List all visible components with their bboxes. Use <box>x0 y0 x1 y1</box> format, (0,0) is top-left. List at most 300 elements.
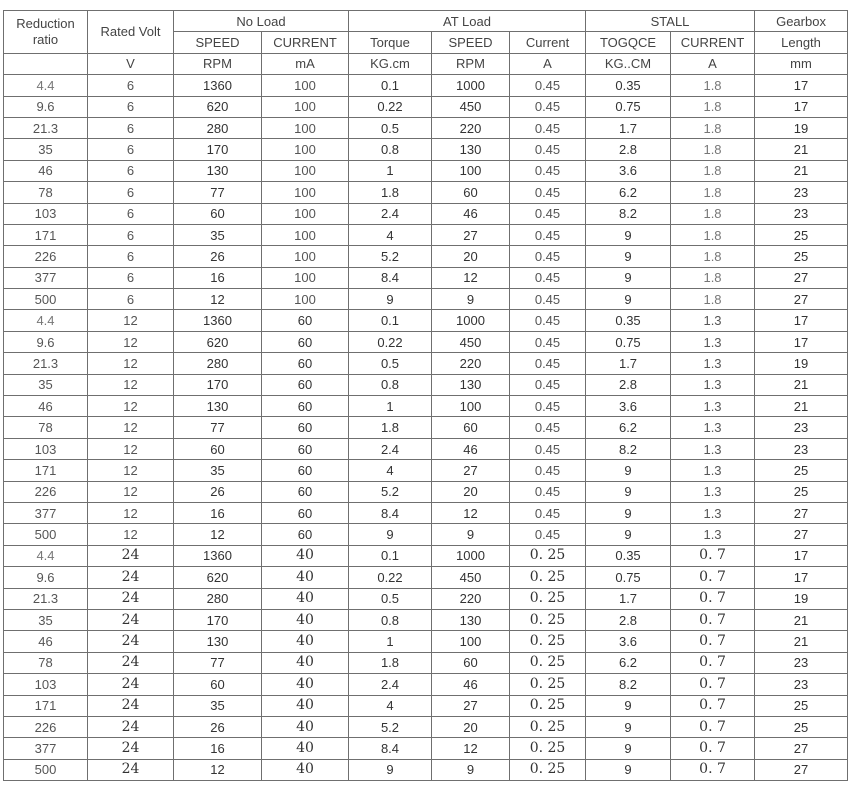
cell-torque: 1 <box>349 160 432 181</box>
cell-ratio: 171 <box>4 695 88 716</box>
table-row <box>4 267 848 288</box>
cell-ratio: 46 <box>4 631 88 652</box>
cell-torque: 0.1 <box>349 310 432 331</box>
cell-stall-current: 1.3 <box>671 396 755 417</box>
header-at-load: AT Load <box>349 11 586 32</box>
cell-stall-current: 1.8 <box>671 224 755 245</box>
cell-stall-torque: 9 <box>586 289 671 310</box>
cell-torque: 2.4 <box>349 438 432 459</box>
cell-stall-torque: 1.7 <box>586 117 671 138</box>
cell-noload-current: 60 <box>262 374 349 395</box>
header-row-units <box>4 53 848 74</box>
cell-atload-speed: 450 <box>432 96 510 117</box>
cell-atload-speed: 220 <box>432 353 510 374</box>
cell-length: 21 <box>755 631 848 652</box>
cell-noload-speed: 60 <box>174 438 262 459</box>
cell-noload-speed: 12 <box>174 289 262 310</box>
table-row <box>4 396 848 417</box>
cell-volt: 6 <box>88 160 174 181</box>
cell-ratio: 4.4 <box>4 545 88 566</box>
cell-noload-speed: 620 <box>174 96 262 117</box>
table-row <box>4 75 848 96</box>
cell-noload-speed: 26 <box>174 481 262 502</box>
cell-torque: 4 <box>349 460 432 481</box>
cell-stall-torque: 9 <box>586 502 671 523</box>
cell-stall-current: 1.8 <box>671 96 755 117</box>
cell-stall-current: 1.3 <box>671 353 755 374</box>
cell-noload-speed: 1360 <box>174 75 262 96</box>
cell-stall-current: 1.3 <box>671 438 755 459</box>
cell-noload-current: 60 <box>262 396 349 417</box>
cell-atload-speed: 27 <box>432 224 510 245</box>
cell-atload-speed: 100 <box>432 160 510 181</box>
cell-atload-current: 0.45 <box>510 417 586 438</box>
cell-atload-speed: 220 <box>432 588 510 609</box>
cell-atload-current: 0. 25 <box>510 631 586 652</box>
cell-ratio: 4.4 <box>4 310 88 331</box>
cell-length: 17 <box>755 96 848 117</box>
cell-noload-speed: 16 <box>174 502 262 523</box>
cell-atload-speed: 450 <box>432 567 510 588</box>
cell-noload-speed: 12 <box>174 524 262 545</box>
cell-stall-torque: 3.6 <box>586 160 671 181</box>
cell-length: 17 <box>755 75 848 96</box>
cell-ratio: 78 <box>4 417 88 438</box>
cell-atload-speed: 1000 <box>432 75 510 96</box>
cell-stall-current: 1.8 <box>671 267 755 288</box>
cell-ratio: 377 <box>4 267 88 288</box>
table-row <box>4 545 848 566</box>
cell-stall-torque: 6.2 <box>586 182 671 203</box>
cell-volt: 12 <box>88 502 174 523</box>
cell-stall-current: 1.8 <box>671 289 755 310</box>
cell-length: 19 <box>755 117 848 138</box>
cell-noload-current: 100 <box>262 117 349 138</box>
cell-length: 17 <box>755 331 848 352</box>
table-row <box>4 160 848 181</box>
cell-atload-speed: 27 <box>432 460 510 481</box>
cell-noload-current: 100 <box>262 289 349 310</box>
cell-torque: 4 <box>349 224 432 245</box>
cell-length: 25 <box>755 460 848 481</box>
cell-length: 27 <box>755 267 848 288</box>
cell-noload-current: 60 <box>262 438 349 459</box>
cell-stall-current: 0. 7 <box>671 738 755 759</box>
table-row <box>4 716 848 737</box>
cell-noload-speed: 26 <box>174 246 262 267</box>
cell-stall-torque: 9 <box>586 460 671 481</box>
cell-atload-current: 0.45 <box>510 203 586 224</box>
cell-ratio: 78 <box>4 652 88 673</box>
cell-noload-speed: 60 <box>174 203 262 224</box>
cell-noload-current: 60 <box>262 502 349 523</box>
cell-atload-current: 0. 25 <box>510 716 586 737</box>
cell-volt: 6 <box>88 96 174 117</box>
cell-volt: 24 <box>88 545 174 566</box>
table-header <box>4 11 848 75</box>
cell-noload-current: 60 <box>262 353 349 374</box>
cell-noload-speed: 60 <box>174 674 262 695</box>
cell-volt: 6 <box>88 182 174 203</box>
cell-atload-current: 0.45 <box>510 310 586 331</box>
cell-stall-torque: 1.7 <box>586 353 671 374</box>
cell-stall-current: 0. 7 <box>671 631 755 652</box>
cell-length: 17 <box>755 545 848 566</box>
cell-stall-torque: 0.75 <box>586 567 671 588</box>
cell-atload-current: 0.45 <box>510 139 586 160</box>
cell-torque: 0.1 <box>349 75 432 96</box>
cell-atload-current: 0. 25 <box>510 738 586 759</box>
cell-atload-current: 0. 25 <box>510 567 586 588</box>
cell-atload-speed: 100 <box>432 396 510 417</box>
cell-stall-current: 0. 7 <box>671 588 755 609</box>
cell-volt: 24 <box>88 631 174 652</box>
cell-noload-speed: 35 <box>174 695 262 716</box>
cell-stall-current: 1.8 <box>671 117 755 138</box>
cell-noload-speed: 170 <box>174 139 262 160</box>
cell-stall-current: 1.8 <box>671 246 755 267</box>
cell-stall-torque: 9 <box>586 246 671 267</box>
table-row <box>4 96 848 117</box>
cell-stall-torque: 9 <box>586 695 671 716</box>
cell-stall-torque: 9 <box>586 224 671 245</box>
cell-ratio: 21.3 <box>4 117 88 138</box>
cell-stall-torque: 1.7 <box>586 588 671 609</box>
cell-noload-speed: 1360 <box>174 310 262 331</box>
cell-noload-speed: 170 <box>174 609 262 630</box>
cell-volt: 6 <box>88 289 174 310</box>
cell-length: 23 <box>755 652 848 673</box>
header-row-groups <box>4 11 848 32</box>
cell-ratio: 21.3 <box>4 353 88 374</box>
cell-ratio: 226 <box>4 246 88 267</box>
header-gearbox-length: Length <box>755 32 848 53</box>
cell-ratio: 9.6 <box>4 96 88 117</box>
cell-stall-current: 1.8 <box>671 203 755 224</box>
table-row <box>4 631 848 652</box>
cell-noload-speed: 12 <box>174 759 262 780</box>
cell-stall-current: 1.3 <box>671 417 755 438</box>
cell-stall-current: 0. 7 <box>671 695 755 716</box>
cell-noload-speed: 280 <box>174 588 262 609</box>
cell-stall-current: 1.8 <box>671 139 755 160</box>
cell-stall-torque: 8.2 <box>586 674 671 695</box>
cell-torque: 0.22 <box>349 96 432 117</box>
cell-noload-speed: 16 <box>174 267 262 288</box>
cell-noload-speed: 280 <box>174 353 262 374</box>
cell-atload-speed: 20 <box>432 481 510 502</box>
cell-length: 23 <box>755 674 848 695</box>
cell-stall-torque: 6.2 <box>586 417 671 438</box>
cell-atload-speed: 450 <box>432 331 510 352</box>
header-atload-current: Current <box>510 32 586 53</box>
cell-stall-torque: 6.2 <box>586 652 671 673</box>
unit-cell: RPM <box>174 53 262 74</box>
cell-atload-speed: 130 <box>432 609 510 630</box>
cell-noload-current: 100 <box>262 203 349 224</box>
cell-atload-current: 0.45 <box>510 524 586 545</box>
cell-torque: 0.22 <box>349 331 432 352</box>
cell-noload-current: 60 <box>262 460 349 481</box>
cell-noload-current: 100 <box>262 246 349 267</box>
cell-atload-current: 0.45 <box>510 75 586 96</box>
cell-volt: 6 <box>88 117 174 138</box>
cell-atload-speed: 20 <box>432 246 510 267</box>
table-row <box>4 567 848 588</box>
cell-length: 23 <box>755 182 848 203</box>
cell-ratio: 103 <box>4 203 88 224</box>
cell-torque: 0.5 <box>349 117 432 138</box>
cell-noload-speed: 16 <box>174 738 262 759</box>
table-row <box>4 759 848 780</box>
cell-atload-current: 0.45 <box>510 117 586 138</box>
cell-stall-torque: 8.2 <box>586 438 671 459</box>
cell-volt: 12 <box>88 396 174 417</box>
cell-stall-torque: 2.8 <box>586 374 671 395</box>
cell-volt: 6 <box>88 224 174 245</box>
cell-stall-current: 1.3 <box>671 460 755 481</box>
cell-torque: 1.8 <box>349 417 432 438</box>
cell-volt: 12 <box>88 438 174 459</box>
table-row <box>4 289 848 310</box>
cell-torque: 0.5 <box>349 588 432 609</box>
cell-stall-torque: 8.2 <box>586 203 671 224</box>
cell-noload-speed: 35 <box>174 224 262 245</box>
cell-torque: 9 <box>349 759 432 780</box>
cell-stall-current: 0. 7 <box>671 674 755 695</box>
table-row <box>4 738 848 759</box>
header-atload-torque: Torque <box>349 32 432 53</box>
cell-length: 25 <box>755 481 848 502</box>
cell-noload-current: 100 <box>262 160 349 181</box>
cell-volt: 6 <box>88 139 174 160</box>
table-row <box>4 609 848 630</box>
unit-cell: KG..CM <box>586 53 671 74</box>
cell-ratio: 226 <box>4 481 88 502</box>
cell-noload-current: 100 <box>262 267 349 288</box>
header-reduction-ratio: Reduction ratio <box>4 11 88 54</box>
cell-volt: 6 <box>88 267 174 288</box>
cell-atload-speed: 1000 <box>432 545 510 566</box>
cell-stall-torque: 9 <box>586 267 671 288</box>
cell-noload-current: 100 <box>262 96 349 117</box>
table-row <box>4 674 848 695</box>
cell-stall-current: 1.8 <box>671 160 755 181</box>
cell-ratio: 103 <box>4 674 88 695</box>
cell-stall-torque: 3.6 <box>586 396 671 417</box>
cell-atload-speed: 20 <box>432 716 510 737</box>
unit-cell: mA <box>262 53 349 74</box>
cell-noload-current: 40 <box>262 716 349 737</box>
cell-atload-speed: 9 <box>432 289 510 310</box>
cell-atload-speed: 9 <box>432 759 510 780</box>
cell-stall-torque: 0.35 <box>586 310 671 331</box>
cell-stall-current: 0. 7 <box>671 652 755 673</box>
cell-noload-current: 100 <box>262 139 349 160</box>
cell-stall-torque: 9 <box>586 524 671 545</box>
cell-atload-speed: 46 <box>432 438 510 459</box>
cell-volt: 24 <box>88 674 174 695</box>
cell-stall-torque: 0.35 <box>586 75 671 96</box>
cell-length: 19 <box>755 353 848 374</box>
cell-atload-current: 0.45 <box>510 224 586 245</box>
header-noload-current: CURRENT <box>262 32 349 53</box>
cell-atload-current: 0. 25 <box>510 609 586 630</box>
cell-length: 23 <box>755 203 848 224</box>
cell-atload-speed: 46 <box>432 674 510 695</box>
unit-cell: mm <box>755 53 848 74</box>
cell-noload-current: 100 <box>262 75 349 96</box>
cell-volt: 12 <box>88 310 174 331</box>
cell-ratio: 500 <box>4 289 88 310</box>
cell-torque: 5.2 <box>349 246 432 267</box>
cell-atload-speed: 1000 <box>432 310 510 331</box>
cell-torque: 0.22 <box>349 567 432 588</box>
cell-stall-torque: 9 <box>586 716 671 737</box>
cell-volt: 6 <box>88 246 174 267</box>
cell-noload-current: 40 <box>262 759 349 780</box>
table-row <box>4 117 848 138</box>
cell-torque: 1.8 <box>349 652 432 673</box>
cell-stall-torque: 3.6 <box>586 631 671 652</box>
cell-stall-current: 1.3 <box>671 331 755 352</box>
cell-stall-current: 1.3 <box>671 524 755 545</box>
cell-ratio: 500 <box>4 524 88 545</box>
cell-noload-current: 40 <box>262 631 349 652</box>
table-row <box>4 224 848 245</box>
cell-length: 21 <box>755 374 848 395</box>
cell-stall-current: 1.3 <box>671 502 755 523</box>
cell-volt: 24 <box>88 738 174 759</box>
table-row <box>4 588 848 609</box>
cell-length: 25 <box>755 246 848 267</box>
cell-torque: 1.8 <box>349 182 432 203</box>
cell-noload-current: 40 <box>262 695 349 716</box>
cell-torque: 2.4 <box>349 203 432 224</box>
cell-atload-current: 0.45 <box>510 438 586 459</box>
cell-stall-torque: 9 <box>586 738 671 759</box>
cell-ratio: 171 <box>4 224 88 245</box>
cell-stall-torque: 2.8 <box>586 609 671 630</box>
cell-atload-speed: 60 <box>432 652 510 673</box>
unit-cell: RPM <box>432 53 510 74</box>
cell-length: 27 <box>755 502 848 523</box>
cell-atload-speed: 130 <box>432 374 510 395</box>
cell-volt: 12 <box>88 331 174 352</box>
cell-atload-current: 0. 25 <box>510 545 586 566</box>
cell-atload-current: 0. 25 <box>510 652 586 673</box>
cell-atload-speed: 60 <box>432 182 510 203</box>
cell-torque: 2.4 <box>349 674 432 695</box>
table-row <box>4 331 848 352</box>
cell-noload-current: 100 <box>262 182 349 203</box>
table-row <box>4 139 848 160</box>
cell-torque: 0.8 <box>349 374 432 395</box>
cell-atload-speed: 12 <box>432 267 510 288</box>
cell-torque: 5.2 <box>349 481 432 502</box>
table-row <box>4 695 848 716</box>
cell-volt: 24 <box>88 695 174 716</box>
cell-atload-current: 0.45 <box>510 331 586 352</box>
unit-cell: A <box>671 53 755 74</box>
cell-ratio: 4.4 <box>4 75 88 96</box>
cell-volt: 24 <box>88 759 174 780</box>
cell-volt: 6 <box>88 75 174 96</box>
cell-atload-current: 0.45 <box>510 353 586 374</box>
cell-stall-current: 1.3 <box>671 481 755 502</box>
cell-torque: 8.4 <box>349 502 432 523</box>
cell-atload-current: 0. 25 <box>510 674 586 695</box>
cell-atload-speed: 12 <box>432 502 510 523</box>
motor-spec-table <box>3 10 848 781</box>
cell-atload-speed: 46 <box>432 203 510 224</box>
cell-noload-current: 60 <box>262 524 349 545</box>
table-row <box>4 203 848 224</box>
cell-length: 21 <box>755 396 848 417</box>
cell-stall-current: 0. 7 <box>671 545 755 566</box>
header-stall-torque: TOGQCE <box>586 32 671 53</box>
cell-noload-speed: 26 <box>174 716 262 737</box>
cell-ratio: 377 <box>4 738 88 759</box>
cell-volt: 12 <box>88 353 174 374</box>
cell-stall-torque: 0.75 <box>586 331 671 352</box>
cell-atload-speed: 60 <box>432 417 510 438</box>
cell-ratio: 35 <box>4 139 88 160</box>
cell-atload-speed: 12 <box>432 738 510 759</box>
table-row <box>4 460 848 481</box>
cell-length: 21 <box>755 160 848 181</box>
cell-ratio: 103 <box>4 438 88 459</box>
cell-atload-current: 0.45 <box>510 481 586 502</box>
cell-noload-current: 40 <box>262 738 349 759</box>
cell-noload-current: 60 <box>262 481 349 502</box>
cell-noload-current: 60 <box>262 310 349 331</box>
cell-stall-torque: 0.35 <box>586 545 671 566</box>
cell-torque: 8.4 <box>349 267 432 288</box>
unit-cell <box>4 53 88 74</box>
cell-stall-current: 1.3 <box>671 310 755 331</box>
cell-length: 25 <box>755 695 848 716</box>
cell-torque: 9 <box>349 289 432 310</box>
cell-ratio: 46 <box>4 160 88 181</box>
cell-torque: 0.8 <box>349 609 432 630</box>
cell-stall-current: 1.8 <box>671 182 755 203</box>
header-gearbox: Gearbox <box>755 11 848 32</box>
cell-atload-current: 0.45 <box>510 182 586 203</box>
cell-stall-torque: 2.8 <box>586 139 671 160</box>
cell-ratio: 171 <box>4 460 88 481</box>
header-rated-volt: Rated Volt <box>88 11 174 54</box>
cell-noload-current: 40 <box>262 588 349 609</box>
header-no-load: No Load <box>174 11 349 32</box>
cell-volt: 12 <box>88 481 174 502</box>
table-row <box>4 374 848 395</box>
cell-length: 21 <box>755 139 848 160</box>
cell-noload-current: 40 <box>262 545 349 566</box>
cell-atload-current: 0.45 <box>510 289 586 310</box>
cell-torque: 8.4 <box>349 738 432 759</box>
cell-volt: 24 <box>88 567 174 588</box>
cell-noload-speed: 77 <box>174 417 262 438</box>
cell-length: 27 <box>755 759 848 780</box>
table-row <box>4 246 848 267</box>
cell-atload-current: 0. 25 <box>510 588 586 609</box>
cell-length: 23 <box>755 417 848 438</box>
cell-noload-speed: 130 <box>174 396 262 417</box>
table-row <box>4 524 848 545</box>
cell-torque: 9 <box>349 524 432 545</box>
cell-atload-speed: 27 <box>432 695 510 716</box>
